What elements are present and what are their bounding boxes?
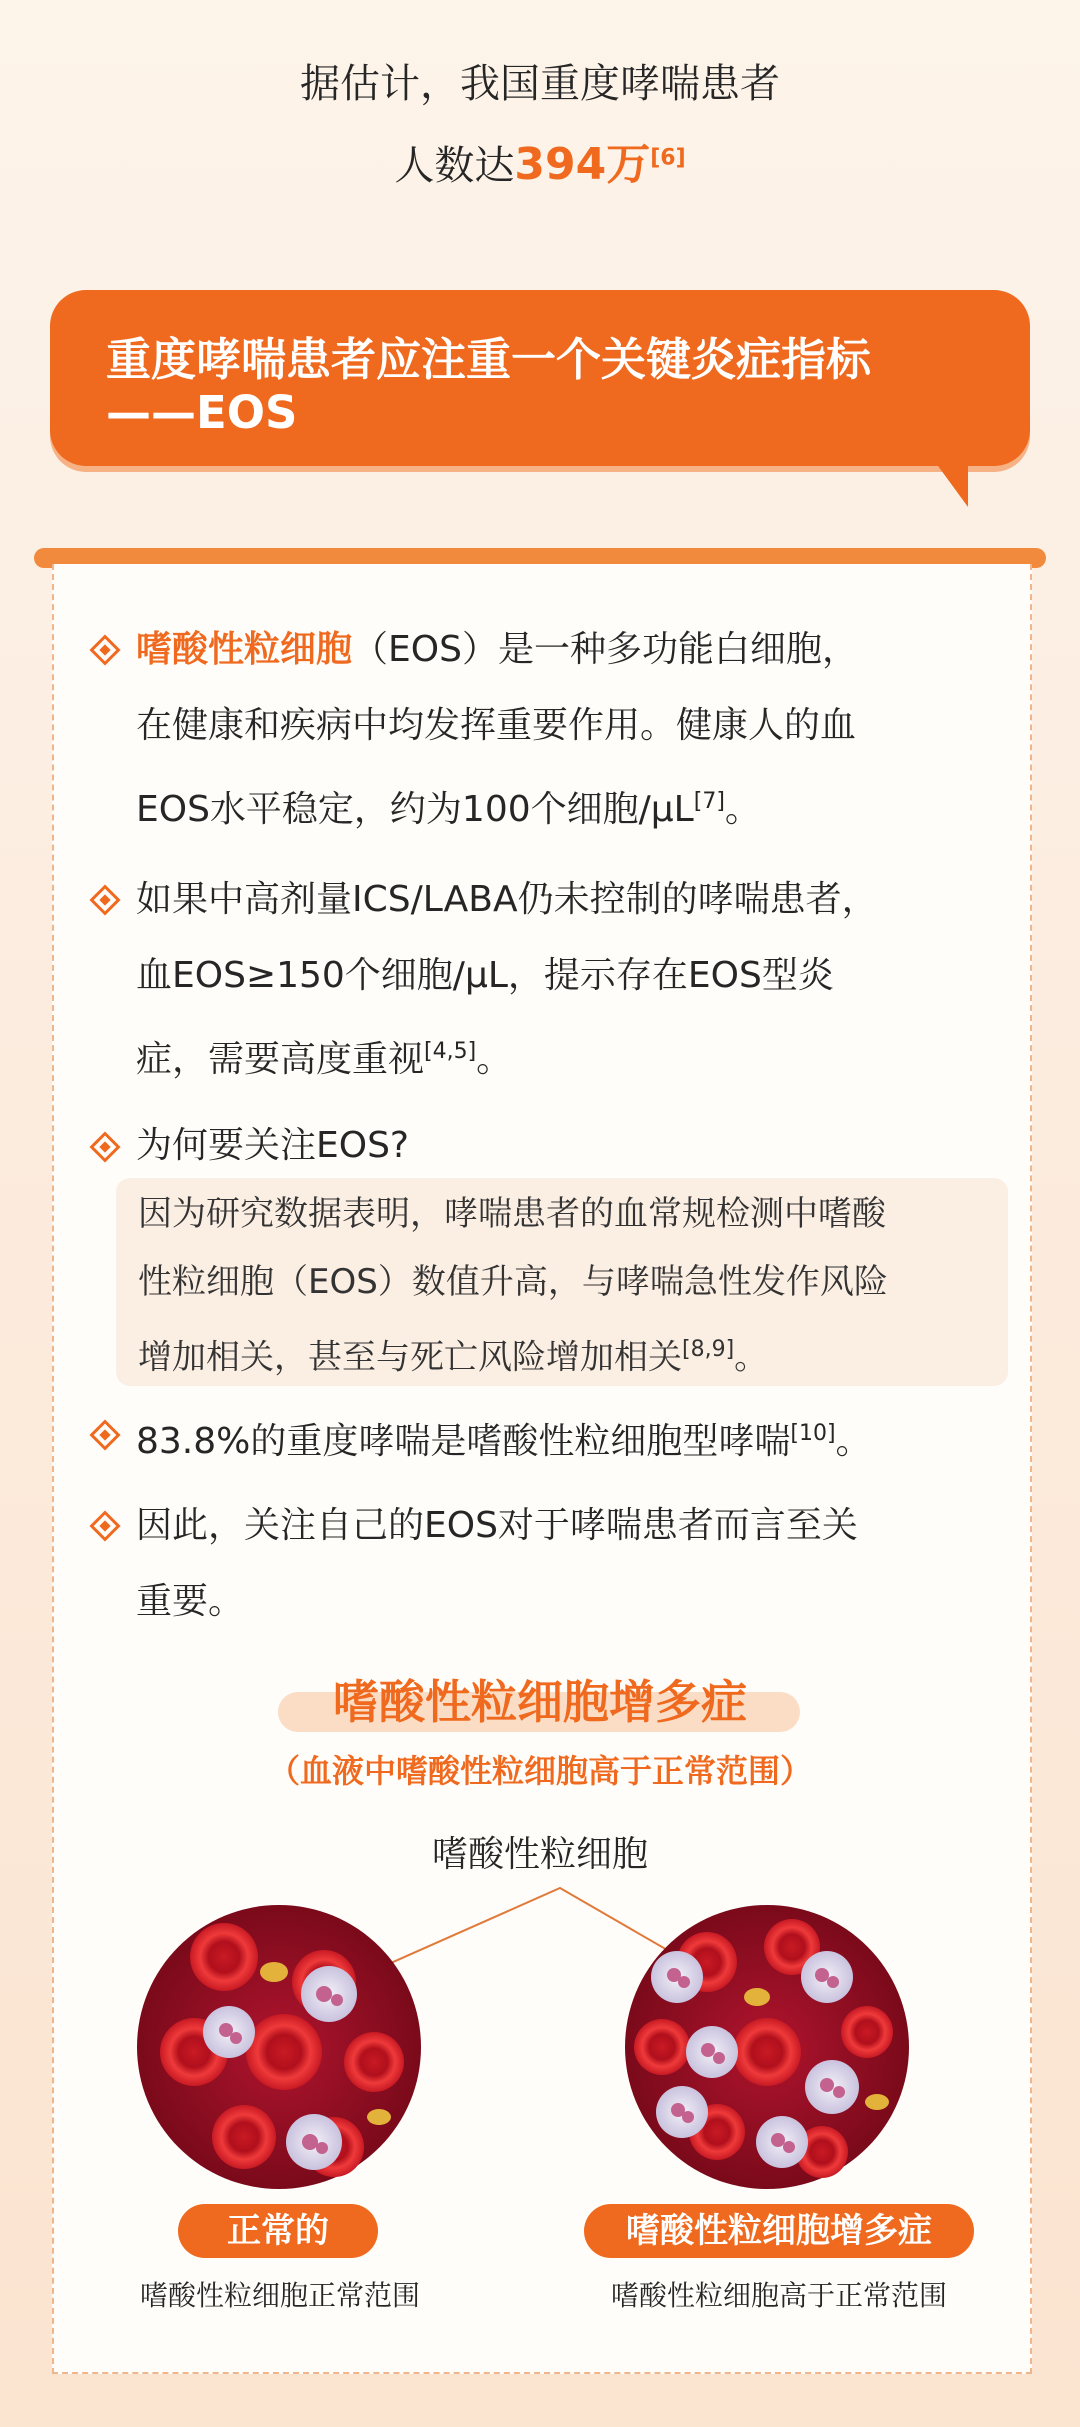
normal-caption: 嗜酸性粒细胞正常范围 [139,2279,420,2312]
section-title: 嗜酸性粒细胞增多症 [333,1675,747,1729]
normal-blood-icon [134,1902,424,2192]
point-4-line-1: 83.8%的重度哮喘是嗜酸性粒细胞型哮喘 [136,1421,791,1462]
quote-line-3: 增加相关，甚至与死亡风险增加相关 [138,1337,682,1378]
point-5-line-1: 因此，关注自己的EOS对于哮喘患者而言至关 [136,1505,858,1546]
point-4-reference: [10] [790,1421,836,1446]
stat-prefix: 人数达 [394,143,515,189]
eosinophilia-blood-icon [622,1902,912,2192]
point-4-end: 。 [835,1421,872,1462]
eosinophil-label: 嗜酸性粒细胞 [431,1834,648,1875]
point-1-reference: [7] [693,789,725,814]
point-2-line-3: 症，需要高度重视 [136,1039,425,1080]
stat-number: 394万 [514,139,651,190]
point-2-end: 。 [476,1039,513,1080]
quote-reference: [8,9] [682,1337,735,1362]
point-5-line-2: 重要。 [136,1581,245,1622]
stat-reference: [6] [650,145,686,171]
banner-title-line-2: ——EOS [106,386,298,439]
quote-end: 。 [734,1337,769,1378]
eosinophilia-caption: 嗜酸性粒细胞高于正常范围 [610,2279,947,2312]
stat-line-1: 据估计，我国重度哮喘患者 [300,61,780,107]
eosinophilia-pill: 嗜酸性粒细胞增多症 [584,2204,974,2258]
normal-pill: 正常的 [178,2204,378,2258]
banner-title-line-1: 重度哮喘患者应注重一个关键炎症指标 [106,333,872,386]
point-1-line-3: EOS水平稳定，约为100个细胞/μL [136,789,694,830]
point-1-line-2: 在健康和疾病中均发挥重要作用。健康人的血 [136,705,857,746]
section-subtitle: （血液中嗜酸性粒细胞高于正常范围） [267,1752,812,1790]
quote-line-1: 因为研究数据表明，哮喘患者的血常规检测中嗜酸 [138,1194,886,1234]
point-1-highlight: 嗜酸性粒细胞 [136,629,353,670]
point-3-line-1: 为何要关注EOS? [136,1125,410,1166]
point-1-line-1: （EOS）是一种多功能白细胞， [352,629,858,670]
point-2-line-1: 如果中高剂量ICS/LABA仍未控制的哮喘患者， [136,879,878,920]
quote-line-2: 性粒细胞（EOS）数值升高，与哮喘急性发作风险 [138,1262,888,1302]
point-1-end: 。 [724,789,761,830]
point-2-line-2: 血EOS≥150个细胞/μL，提示存在EOS型炎 [136,955,834,996]
point-2-reference: [4,5] [424,1039,477,1064]
